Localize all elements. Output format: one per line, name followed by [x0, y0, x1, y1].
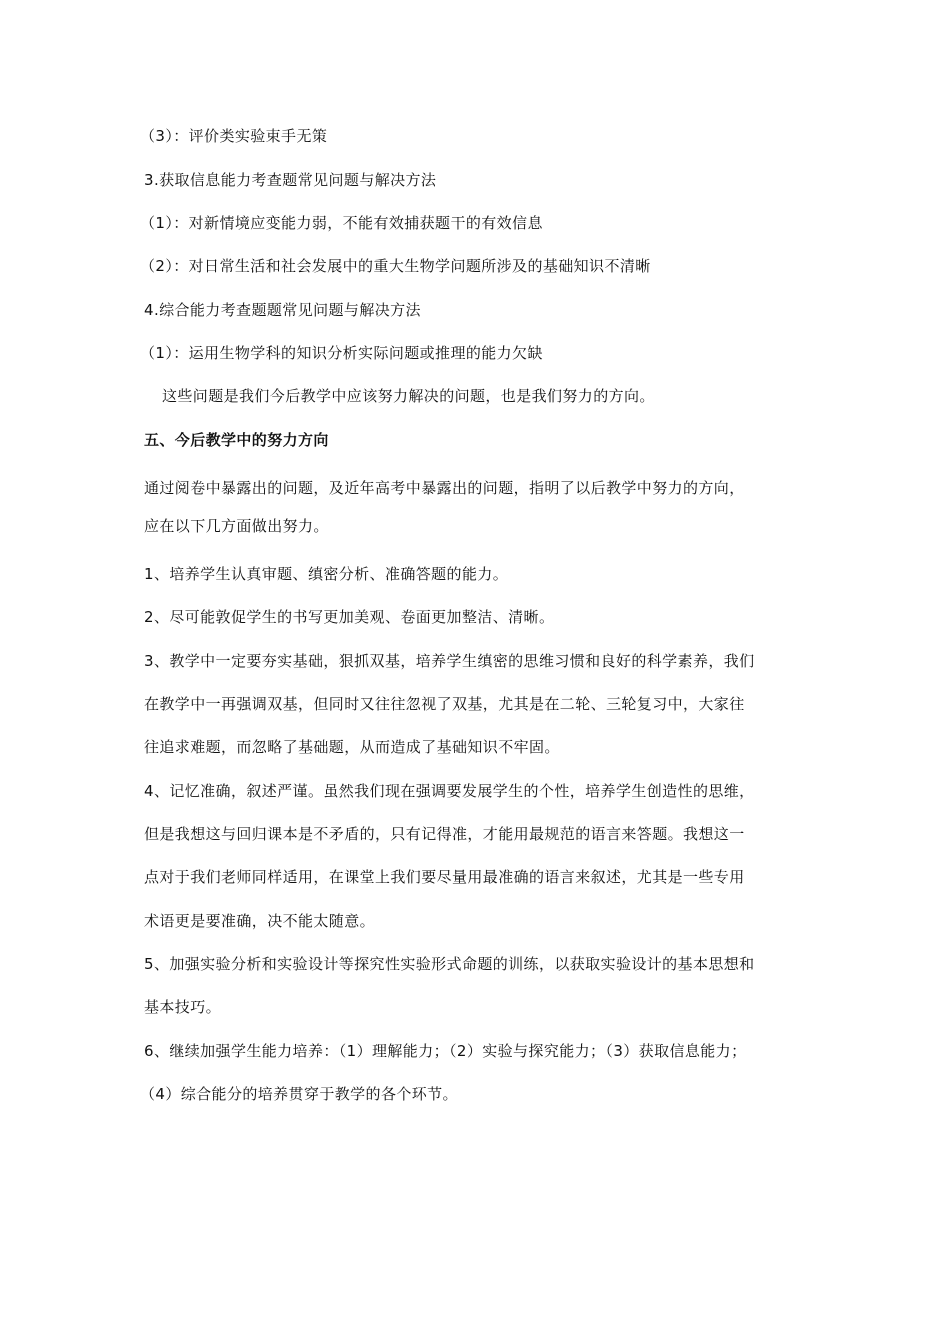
list-item: 6、继续加强学生能力培养：（1）理解能力；（2）实验与探究能力；（3）获取信息能力； [144, 1042, 747, 1060]
list-item: 4、记忆准确，叙述严谨。虽然我们现在强调要发展学生的个性，培养学生创造性的思维， [144, 782, 755, 800]
chapter-heading: 五、今后教学中的努力方向 [144, 431, 329, 449]
list-item: 1、培养学生认真审题、缜密分析、准确答题的能力。 [144, 565, 509, 583]
text-line: （1）：对新情境应变能力弱，不能有效捕获题干的有效信息 [140, 214, 543, 232]
paragraph-line: 通过阅卷中暴露出的问题，及近年高考中暴露出的问题，指明了以后教学中努力的方向， [144, 479, 745, 497]
text-line: （1）：运用生物学科的知识分析实际问题或推理的能力欠缺 [140, 344, 543, 362]
list-item-continuation: 在教学中一再强调双基，但同时又往往忽视了双基，尤其是在二轮、三轮复习中，大家往 [144, 695, 745, 713]
list-item: 3、教学中一定要夯实基础，狠抓双基，培养学生缜密的思维习惯和良好的科学素养，我们 [144, 652, 755, 670]
list-item-continuation: （4）综合能分的培养贯穿于教学的各个环节。 [140, 1085, 458, 1103]
list-item-continuation: 但是我想这与回归课本是不矛盾的，只有记得准，才能用最规范的语言来答题。我想这一 [144, 825, 745, 843]
text-line: （2）：对日常生活和社会发展中的重大生物学问题所涉及的基础知识不清晰 [140, 257, 651, 275]
section-heading: 4.综合能力考查题题常见问题与解决方法 [144, 301, 421, 319]
section-heading: 3.获取信息能力考查题常见问题与解决方法 [144, 171, 437, 189]
list-item-continuation: 基本技巧。 [144, 998, 222, 1016]
list-item-continuation: 术语更是要准确，决不能太随意。 [144, 912, 376, 930]
list-item: 5、加强实验分析和实验设计等探究性实验形式命题的训练，以获取实验设计的基本思想和 [144, 955, 755, 973]
list-item: 2、尽可能敦促学生的书写更加美观、卷面更加整洁、清晰。 [144, 608, 555, 626]
text-line: （3）：评价类实验束手无策 [140, 127, 328, 145]
paragraph-line: 应在以下几方面做出努力。 [144, 517, 329, 535]
paragraph-line: 这些问题是我们今后教学中应该努力解决的问题，也是我们努力的方向。 [162, 387, 655, 405]
list-item-continuation: 点对于我们老师同样适用，在课堂上我们要尽量用最准确的语言来叙述，尤其是一些专用 [144, 868, 745, 886]
list-item-continuation: 往追求难题，而忽略了基础题，从而造成了基础知识不牢固。 [144, 738, 560, 756]
